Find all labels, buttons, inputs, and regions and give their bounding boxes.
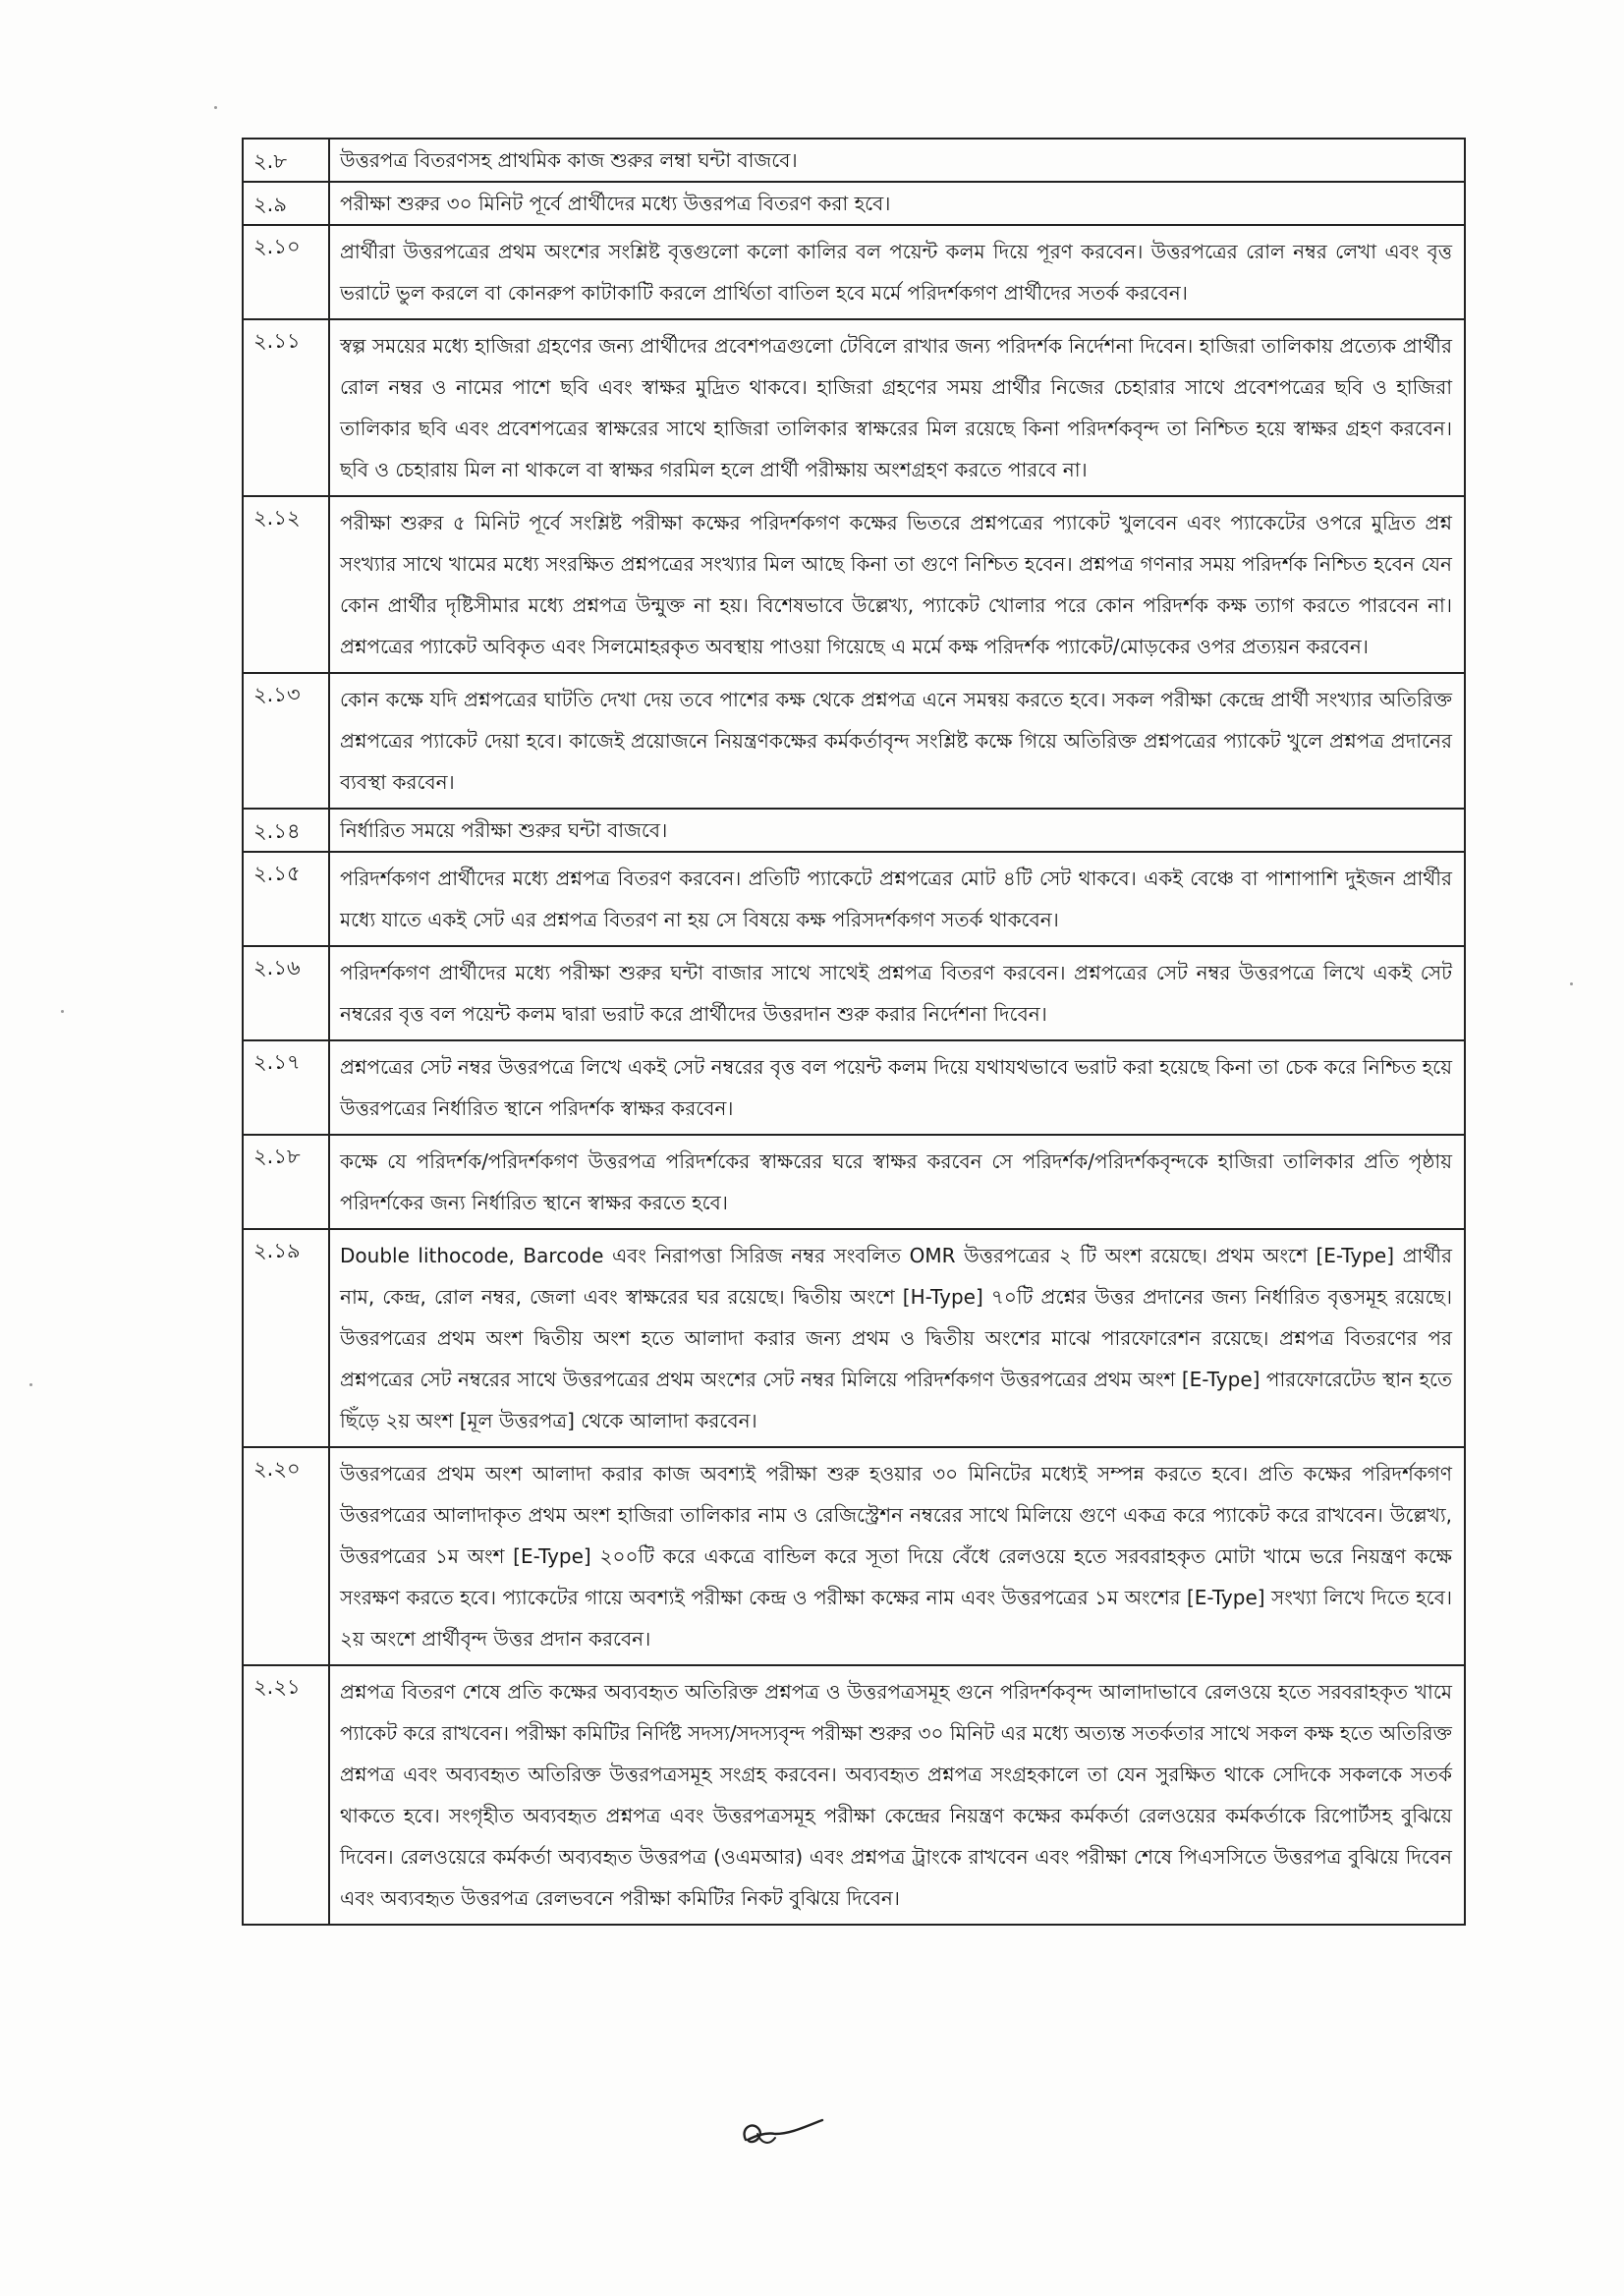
rule-number: ২.৮	[243, 139, 329, 182]
table-row	[243, 319, 1465, 496]
rule-number: ২.১৫	[243, 852, 329, 946]
table-row	[243, 139, 1465, 182]
instructions-table	[242, 138, 1466, 1926]
handwritten-signature	[732, 2110, 830, 2159]
scan-speck	[1570, 982, 1573, 985]
table-row	[243, 1447, 1465, 1665]
rule-number: ২.২০	[243, 1447, 329, 1665]
rule-text: পরীক্ষা শুরুর ৩০ মিনিট পূর্বে প্রার্থীদের মধ্যে উত্তরপত্র বিতরণ করা হবে।	[329, 182, 1465, 225]
rule-text: প্রশ্নপত্র বিতরণ শেষে প্রতি কক্ষের অব্যবহৃত অতিরিক্ত প্রশ্নপত্র ও উত্তরপত্রসমূহ গুনে পরিদর্শকবৃন্দ আলাদাভাবে রেলওয়ে হতে সরবরাহকৃত খামে প্যাকেট করে রাখবেন। পরীক্ষা কমিটির নির্দিষ্ট সদস্য/সদস্যবৃন্দ পরীক্ষা শুরুর ৩০ মিনিট এর মধ্যে অত্যন্ত সতর্কতার সাথে সকল কক্ষ হতে অতিরিক্ত প্রশ্নপত্র এবং অব্যবহৃত অতিরিক্ত উত্তরপত্রসমূহ সংগ্রহ করবেন। অব্যবহৃত প্রশ্নপত্র সংগ্রহকালে তা যেন সুরক্ষিত থাকে সেদিকে সকলকে সতর্ক থাকতে হবে। সংগৃহীত অব্যবহৃত প্রশ্নপত্র এবং উত্তরপত্রসমূহ পরীক্ষা কেন্দ্রের নিয়ন্ত্রণ কক্ষের কর্মকর্তা রেলওয়ের কর্মকর্তাকে রিপোর্টসহ বুঝিয়ে দিবেন। রেলওয়েরে কর্মকর্তা অব্যবহৃত উত্তরপত্র (ওএমআর) এবং প্রশ্নপত্র ট্রাংকে রাখবেন এবং পরীক্ষা শেষে পিএসসিতে উত্তরপত্র বুঝিয়ে দিবেন এবং অব্যবহৃত উত্তরপত্র রেলভবনে পরীক্ষা কমিটির নিকট বুঝিয়ে দিবেন।	[329, 1665, 1465, 1925]
rule-text: পরিদর্শকগণ প্রার্থীদের মধ্যে পরীক্ষা শুরুর ঘন্টা বাজার সাথে সাথেই প্রশ্নপত্র বিতরণ করবেন। প্রশ্নপত্রের সেট নম্বর উত্তরপত্রে লিখে একই সেট নম্বরের বৃত্ত বল পয়েন্ট কলম দ্বারা ভরাট করে প্রার্থীদের উত্তরদান শুরু করার নির্দেশনা দিবেন।	[329, 946, 1465, 1040]
rule-number: ২.১৮	[243, 1135, 329, 1229]
rule-number: ২.১৭	[243, 1040, 329, 1135]
rule-number: ২.১৩	[243, 673, 329, 809]
table-row	[243, 1040, 1465, 1135]
rule-number: ২.১০	[243, 225, 329, 319]
rule-number: ২.২১	[243, 1665, 329, 1925]
rule-text: উত্তরপত্র বিতরণসহ প্রাথমিক কাজ শুরুর লম্বা ঘন্টা বাজবে।	[329, 139, 1465, 182]
table-row	[243, 1229, 1465, 1447]
table-row	[243, 1135, 1465, 1229]
table-row	[243, 852, 1465, 946]
rule-text: পরিদর্শকগণ প্রার্থীদের মধ্যে প্রশ্নপত্র বিতরণ করবেন। প্রতিটি প্যাকেটে প্রশ্নপত্রের মোট ৪টি সেট থাকবে। একই বেঞ্চে বা পাশাপাশি দুইজন প্রার্থীর মধ্যে যাতে একই সেট এর প্রশ্নপত্র বিতরণ না হয় সে বিষয়ে কক্ষ পরিসদর্শকগণ সতর্ক থাকবেন।	[329, 852, 1465, 946]
rule-text: নির্ধারিত সময়ে পরীক্ষা শুরুর ঘন্টা বাজবে।	[329, 809, 1465, 852]
rule-number: ২.১৬	[243, 946, 329, 1040]
table-row	[243, 496, 1465, 673]
rule-text: স্বল্প সময়ের মধ্যে হাজিরা গ্রহণের জন্য প্রার্থীদের প্রবেশপত্রগুলো টেবিলে রাখার জন্য পরিদর্শক নির্দেশনা দিবেন। হাজিরা তালিকায় প্রত্যেক প্রার্থীর রোল নম্বর ও নামের পাশে ছবি এবং স্বাক্ষর মুদ্রিত থাকবে। হাজিরা গ্রহণের সময় প্রার্থীর নিজের চেহারার সাথে প্রবেশপত্রের ছবি ও হাজিরা তালিকার ছবি এবং প্রবেশপত্রের স্বাক্ষরের সাথে হাজিরা তালিকার স্বাক্ষরের মিল রয়েছে কিনা পরিদর্শকবৃন্দ তা নিশ্চিত হয়ে স্বাক্ষর গ্রহণ করবেন। ছবি ও চেহারায় মিল না থাকলে বা স্বাক্ষর গরমিল হলে প্রার্থী পরীক্ষায় অংশগ্রহণ করতে পারবে না।	[329, 319, 1465, 496]
scan-speck	[61, 1010, 64, 1013]
rule-text: Double lithocode, Barcode এবং নিরাপত্তা সিরিজ নম্বর সংবলিত OMR উত্তরপত্রের ২ টি অংশ রয়েছে। প্রথম অংশে [E-Type] প্রার্থীর নাম, কেন্দ্র, রোল নম্বর, জেলা এবং স্বাক্ষরের ঘর রয়েছে। দ্বিতীয় অংশে [H-Type] ৭০টি প্রশ্নের উত্তর প্রদানের জন্য নির্ধারিত বৃত্তসমূহ রয়েছে। উত্তরপত্রের প্রথম অংশ দ্বিতীয় অংশ হতে আলাদা করার জন্য প্রথম ও দ্বিতীয় অংশের মাঝে পারফোরেশন রয়েছে। প্রশ্নপত্র বিতরণের পর প্রশ্নপত্রের সেট নম্বরের সাথে উত্তরপত্রের প্রথম অংশের সেট নম্বর মিলিয়ে পরিদর্শকগণ উত্তরপত্রের প্রথম অংশ [E-Type] পারফোরেটেড স্থান হতে ছিঁড়ে ২য় অংশ [মূল উত্তরপত্র] থেকে আলাদা করবেন।	[329, 1229, 1465, 1447]
table-row	[243, 225, 1465, 319]
rule-text: পরীক্ষা শুরুর ৫ মিনিট পূর্বে সংশ্লিষ্ট পরীক্ষা কক্ষের পরিদর্শকগণ কক্ষের ভিতরে প্রশ্নপত্রের প্যাকেট খুলবেন এবং প্যাকেটের ওপরে মুদ্রিত প্রশ্ন সংখ্যার সাথে খামের মধ্যে সংরক্ষিত প্রশ্নপত্রের সংখ্যার মিল আছে কিনা তা গুণে নিশ্চিত হবেন। প্রশ্নপত্র গণনার সময় পরিদর্শক নিশ্চিত হবেন যেন কোন প্রার্থীর দৃষ্টিসীমার মধ্যে প্রশ্নপত্র উন্মুক্ত না হয়। বিশেষভাবে উল্লেখ্য, প্যাকেট খোলার পরে কোন পরিদর্শক কক্ষ ত্যাগ করতে পারবেন না। প্রশ্নপত্রের প্যাকেট অবিকৃত এবং সিলমোহরকৃত অবস্থায় পাওয়া গিয়েছে এ মর্মে কক্ষ পরিদর্শক প্যাকেট/মোড়কের ওপর প্রত্যয়ন করবেন।	[329, 496, 1465, 673]
table-row	[243, 1665, 1465, 1925]
rule-text: প্রার্থীরা উত্তরপত্রের প্রথম অংশের সংশ্লিষ্ট বৃত্তগুলো কলো কালির বল পয়েন্ট কলম দিয়ে পূরণ করবেন। উত্তরপত্রের রোল নম্বর লেখা এবং বৃত্ত ভরাটে ভুল করলে বা কোনরুপ কাটাকাটি করলে প্রার্থিতা বাতিল হবে মর্মে পরিদর্শকগণ প্রার্থীদের সতর্ক করবেন।	[329, 225, 1465, 319]
rule-text: প্রশ্নপত্রের সেট নম্বর উত্তরপত্রে লিখে একই সেট নম্বরের বৃত্ত বল পয়েন্ট কলম দিয়ে যথাযথভাবে ভরাট করা হয়েছে কিনা তা চেক করে নিশ্চিত হয়ে উত্তরপত্রের নির্ধারিত স্থানে পরিদর্শক স্বাক্ষর করবেন।	[329, 1040, 1465, 1135]
rule-number: ২.১৪	[243, 809, 329, 852]
rule-number: ২.৯	[243, 182, 329, 225]
rule-number: ২.১৯	[243, 1229, 329, 1447]
table-row	[243, 809, 1465, 852]
table-row	[243, 673, 1465, 809]
scan-speck	[214, 106, 217, 109]
rule-text: উত্তরপত্রের প্রথম অংশ আলাদা করার কাজ অবশ্যই পরীক্ষা শুরু হওয়ার ৩০ মিনিটের মধ্যেই সম্পন্ন করতে হবে। প্রতি কক্ষের পরিদর্শকগণ উত্তরপত্রের আলাদাকৃত প্রথম অংশ হাজিরা তালিকার নাম ও রেজিস্ট্রেশন নম্বরের সাথে মিলিয়ে গুণে একত্র করে প্যাকেট করে রাখবেন। উল্লেখ্য, উত্তরপত্রের ১ম অংশ [E-Type] ২০০টি করে একত্রে বান্ডিল করে সূতা দিয়ে বেঁধে রেলওয়ে হতে সরবরাহকৃত মোটা খামে ভরে নিয়ন্ত্রণ কক্ষে সংরক্ষণ করতে হবে। প্যাকেটের গায়ে অবশ্যই পরীক্ষা কেন্দ্র ও পরীক্ষা কক্ষের নাম এবং উত্তরপত্রের ১ম অংশের [E-Type] সংখ্যা লিখে দিতে হবে। ২য় অংশে প্রার্থীবৃন্দ উত্তর প্রদান করবেন।	[329, 1447, 1465, 1665]
rule-number: ২.১১	[243, 319, 329, 496]
rule-text: কোন কক্ষে যদি প্রশ্নপত্রের ঘাটতি দেখা দেয় তবে পাশের কক্ষ থেকে প্রশ্নপত্র এনে সমন্বয় করতে হবে। সকল পরীক্ষা কেন্দ্রে প্রার্থী সংখ্যার অতিরিক্ত প্রশ্নপত্রের প্যাকেট দেয়া হবে। কাজেই প্রয়োজনে নিয়ন্ত্রণকক্ষের কর্মকর্তাবৃন্দ সংশ্লিষ্ট কক্ষে গিয়ে অতিরিক্ত প্রশ্নপত্রের প্যাকেট খুলে প্রশ্নপত্র প্রদানের ব্যবস্থা করবেন।	[329, 673, 1465, 809]
table-row	[243, 182, 1465, 225]
rule-number: ২.১২	[243, 496, 329, 673]
table-row	[243, 946, 1465, 1040]
scan-speck	[29, 1383, 32, 1386]
rule-text: কক্ষে যে পরিদর্শক/পরিদর্শকগণ উত্তরপত্র পরিদর্শকের স্বাক্ষরের ঘরে স্বাক্ষর করবেন সে পরিদর্শক/পরিদর্শকবৃন্দকে হাজিরা তালিকার প্রতি পৃষ্ঠায় পরিদর্শকের জন্য নির্ধারিত স্থানে স্বাক্ষর করতে হবে।	[329, 1135, 1465, 1229]
